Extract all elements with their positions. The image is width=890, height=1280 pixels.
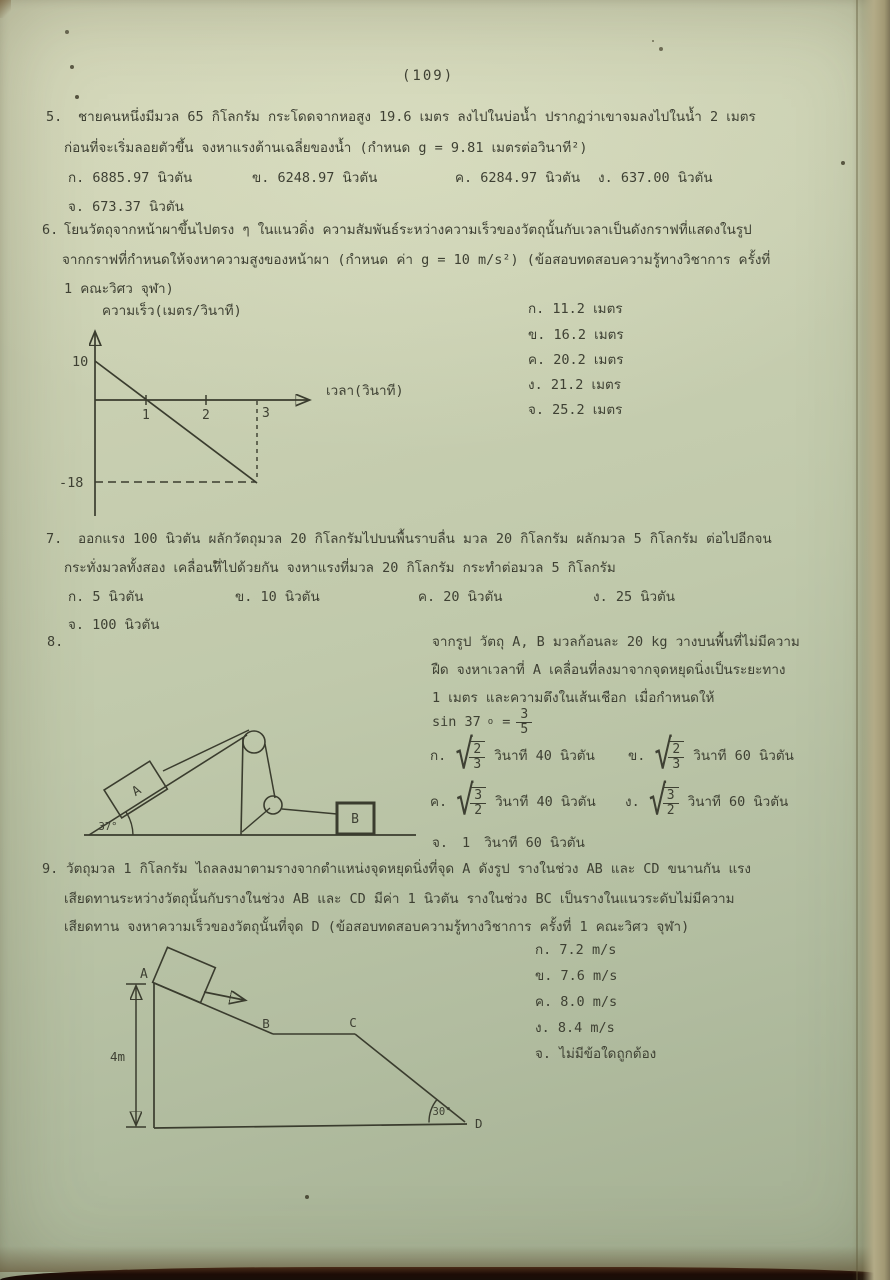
q8-choice-4: ง. √ $\frac{3}{2}$ วินาที 60 นิวตัน [625, 777, 789, 826]
q5-choice-1: ก. 6885.97 นิวตัน [68, 170, 193, 186]
graph-x-label: เวลา(วินาที) [326, 383, 404, 399]
q8-incline-pulley-diagram [78, 698, 423, 843]
q6-line-3: 1 คณะวิศว จุฬา) [64, 281, 174, 297]
q8-sin-equation [432, 708, 532, 738]
q9-line-3: เสียดทาน จงหาความเร็วของวัตถุนั้นที่จุด D (ข้อสอบทดสอบความรู้ทางวิชาการ ครั้งที่ 1 คณะวิศว จุฬา) [64, 919, 690, 935]
pulley-mount [242, 808, 270, 832]
page-corner-shadow [0, 0, 11, 18]
q5-number: 5. [46, 109, 63, 125]
q6-choice-1: ก. 11.2 เมตร [528, 301, 623, 317]
height-label: 4m [110, 1049, 126, 1064]
sin-fn: sin 37 [432, 714, 481, 731]
q6-choice-2: ข. 16.2 เมตร [528, 327, 624, 343]
sliding-block [153, 947, 216, 1002]
page-number: (109) [402, 68, 455, 84]
top-pulley [243, 731, 265, 753]
q7-line-1: ออกแรง 100 นิวตัน ผลักวัตถุมวล 20 กิโลกรัมไปบนพื้นราบลื่น มวล 20 กิโลกรัม ผลักมวล 5 กิโลกรัม ต่อไปอีกจน [78, 531, 772, 547]
graph-yneg18: -18 [59, 475, 84, 491]
q9-choice-5: จ. ไม่มีข้อใดถูกต้อง [535, 1046, 657, 1062]
velocity-arrow [204, 992, 244, 1000]
incline-vertical-edge [241, 737, 243, 835]
q6-choice-3: ค. 20.2 เมตร [528, 352, 624, 368]
block-b-label: B [351, 812, 359, 827]
q5-choice-3: ค. 6284.97 นิวตัน [455, 170, 581, 186]
radical: √ $\frac{2}{3}$ [654, 740, 684, 773]
q7-choice-3: ค. 20 นิวตัน [418, 589, 503, 605]
q7-choice-5: จ. 100 นิวตัน [68, 617, 160, 633]
radical: √ $\frac{3}{2}$ [456, 786, 486, 819]
point-a-label: A [140, 967, 148, 982]
q8-choice-1: ก. √ $\frac{2}{3}$ วินาที 40 นิวตัน [430, 731, 595, 780]
sin-eq: = [502, 714, 511, 731]
q8-choice-5: จ. 1 วินาที 60 นิวตัน [432, 835, 585, 851]
rope-pulley-to-pulley [265, 744, 275, 798]
point-d-label: D [475, 1116, 483, 1131]
sin-fraction: $\frac{3}{5}$ [516, 708, 532, 738]
q6-number: 6. [42, 222, 59, 238]
graph-t1: 1 [142, 408, 150, 423]
rope-a-to-pulley [163, 730, 249, 771]
q8-line-2: ฝืด จงหาเวลาที่ A เคลื่อนที่ลงมาจากจุดหยุดนิ่งเป็นระยะทาง [432, 662, 786, 678]
q7-line-2: กระทั่งมวลทั้งสอง เคลื่อนที่ไปด้วยกัน จงหาแรงที่มวล 20 กิโลกรัม กระทำต่อมวล 5 กิโลกรัม [64, 560, 616, 576]
rope-to-block-b [282, 809, 337, 814]
q8-choice-3: ค. √ $\frac{3}{2}$ วินาที 40 นิวตัน [430, 777, 596, 826]
block-a-label: A [129, 782, 145, 800]
block-a [104, 761, 167, 818]
point-b-label: B [262, 1016, 270, 1031]
graph-data-line [95, 361, 257, 483]
q8-line-1: จากรูป วัตถุ A, B มวลก้อนละ 20 kg วางบนพื้นที่ไม่มีความ [432, 634, 800, 650]
q9-number: 9. [42, 861, 59, 877]
page-crease [856, 0, 858, 1280]
ground-line [154, 1124, 467, 1128]
graph-y10: 10 [72, 354, 89, 370]
radical: √ $\frac{2}{3}$ [455, 740, 485, 773]
q9-choice-2: ข. 7.6 m/s [535, 968, 618, 984]
q9-ramp-diagram [108, 938, 508, 1138]
q5-choice-2: ข. 6248.97 นิวตัน [252, 170, 378, 186]
q9-choice-4: ง. 8.4 m/s [535, 1020, 615, 1036]
angle-label: 30° [432, 1106, 452, 1118]
q9-line-1: วัตถุมวล 1 กิโลกรัม ไถลลงมาตามรางจากตำแหน่งจุดหยุดนิ่งที่จุด A ดังรูป รางในช่วง AB และ CD ขนานกัน แรง [66, 861, 751, 877]
q6-line-1: โยนวัตถุจากหน้าผาขึ้นไปตรง ๆ ในแนวดิ่ง ความสัมพันธ์ระหว่างความเร็วของวัตถุนั้นกับเวลาเป็นดังกราฟที่แสดงในรูป [64, 222, 752, 238]
q5-choice-5: จ. 673.37 นิวตัน [68, 199, 184, 215]
graph-t2: 2 [202, 408, 210, 423]
photo-bottom-edge [0, 1267, 890, 1280]
sin-sup: o [487, 717, 494, 728]
q9-choice-1: ก. 7.2 m/s [535, 942, 617, 958]
q9-choice-3: ค. 8.0 m/s [535, 994, 618, 1010]
q6-choice-5: จ. 25.2 เมตร [528, 402, 623, 418]
q7-choice-4: ง. 25 นิวตัน [593, 589, 676, 605]
angle-label: 37° [98, 821, 118, 833]
graph-y-label: ความเร็ว(เมตร/วินาที) [102, 303, 242, 319]
q7-choice-2: ข. 10 นิวตัน [235, 589, 320, 605]
q5-line-1: ชายคนหนึ่งมีมวล 65 กิโลกรัม กระโดดจากหอสูง 19.6 เมตร ลงไปในบ่อน้ำ ปรากฏว่าเขาจมลงไปในน้ำ 2 เมตร [78, 109, 756, 125]
q8-choice-2: ข. √ $\frac{2}{3}$ วินาที 60 นิวตัน [628, 731, 794, 780]
q7-choice-1: ก. 5 นิวตัน [68, 589, 144, 605]
q9-line-2: เสียดทานระหว่างวัตถุนั้นกับรางในช่วง AB และ CD มีค่า 1 นิวตัน รางในช่วง BC เป็นรางในแนวระดับไม่มีความ [64, 891, 735, 907]
q6-line-2: จากกราฟที่กำหนดให้จงหาความสูงของหน้าผา (กำหนด ค่า g = 10 m/s²) (ข้อสอบทดสอบความรู้ทางวิชาการ ครั้งที่ [62, 252, 771, 268]
graph-t3: 3 [262, 406, 270, 421]
q8-line-3: 1 เมตร และความตึงในเส้นเชือก เมื่อกำหนดให้ [432, 690, 715, 706]
q8-number: 8. [47, 634, 64, 650]
q5-choice-4: ง. 637.00 นิวตัน [598, 170, 713, 186]
q6-velocity-time-graph [58, 295, 503, 530]
paper-speckles [0, 0, 2, 2]
point-c-label: C [349, 1015, 357, 1030]
q6-choice-4: ง. 21.2 เมตร [528, 377, 622, 393]
q5-line-2: ก่อนที่จะเริ่มลอยตัวขึ้น จงหาแรงต้านเฉลี่ยของน้ำ (กำหนด g = 9.81 เมตรต่อวินาที²) [64, 140, 588, 156]
radical: √ $\frac{3}{2}$ [649, 786, 679, 819]
q7-number: 7. [46, 531, 63, 547]
